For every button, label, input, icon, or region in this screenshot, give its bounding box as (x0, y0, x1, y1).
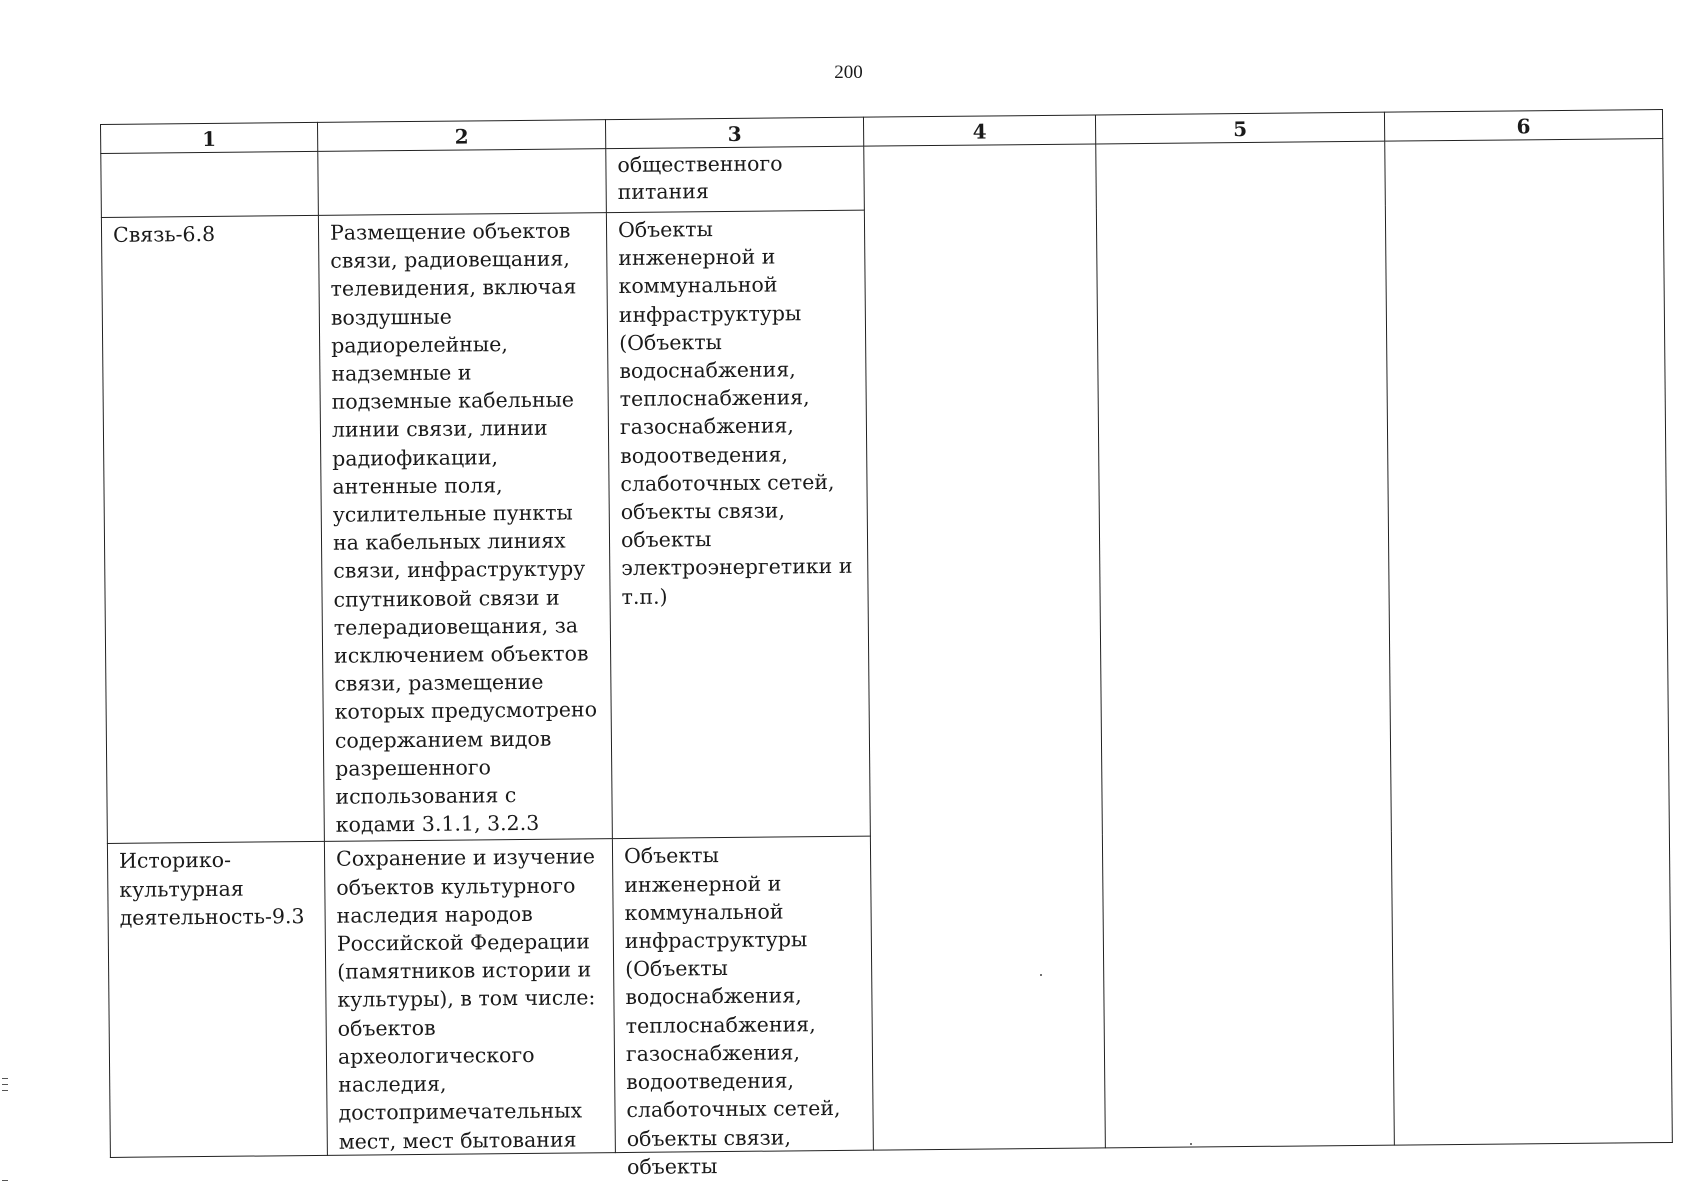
permitted-objects-text: Объекты инженерной и коммунальной инфраструктуры (Объекты водоснабжения, теплоснабжения, газоснабжения, водоотведения, слаботочных сетей, объекты связи, объекты (623, 843, 841, 1179)
cont-cell-1 (101, 151, 319, 217)
header-col-1: 1 (101, 122, 318, 153)
header-col-4: 4 (863, 115, 1095, 146)
header-col-2: 2 (317, 120, 605, 152)
scan-artifact (2, 1078, 8, 1079)
page-number: 200 (834, 62, 863, 83)
zoning-table (100, 109, 1673, 1179)
header-col-6: 6 (1384, 110, 1662, 142)
col6-cell (1385, 138, 1673, 1145)
scan-artifact (2, 1090, 8, 1091)
permitted-objects (612, 837, 873, 1179)
land-use-description-text: Сохранение и изучение объектов культурного наследия народов Российской Федерации (памятников истории и культуры), в том числе: объектов археологического наследия, достопримечательных мест, мест бытования (335, 844, 596, 1154)
scan-speck (1190, 1143, 1192, 1145)
cont-cell-2 (318, 149, 607, 216)
land-use-type-text: Историко-культурная деятельность-9.3 (118, 848, 305, 930)
header-col-3: 3 (605, 117, 863, 148)
land-use-description: Размещение объектов связи, радиовещания, телевидения, включая воздушные радиорелейные, надземные и подземные кабельные линии связи, линии радиофикации, антенные поля, усилительные пункты на кабельных линиях связи, инфраструктуру спутниковой связи и телерадиовещания, за исключением объектов связи, размещение которых предусмотрено содержанием видов разрешенного использования с кодами 3.1.1, 3.2.3 (318, 213, 612, 842)
land-use-type: Связь-6.8 (101, 215, 324, 844)
permitted-objects: Объекты инженерной и коммунальной инфраструктуры (Объекты водоснабжения, теплоснабжения, газоснабжения, водоотведения, слаботочных сетей, объекты связи, объекты электроэнергетики и т.п.) (606, 210, 870, 839)
scan-speck (1040, 974, 1042, 976)
continuation-row (101, 138, 1664, 217)
land-use-description (324, 839, 615, 1156)
scan-artifact (2, 1180, 8, 1181)
col4-cell (864, 144, 1106, 1151)
cont-cell-3: общественного питания (606, 146, 865, 212)
header-col-5: 5 (1095, 112, 1384, 144)
scan-artifact (2, 1084, 8, 1085)
land-use-type (107, 842, 327, 1158)
col5-cell (1096, 141, 1395, 1148)
